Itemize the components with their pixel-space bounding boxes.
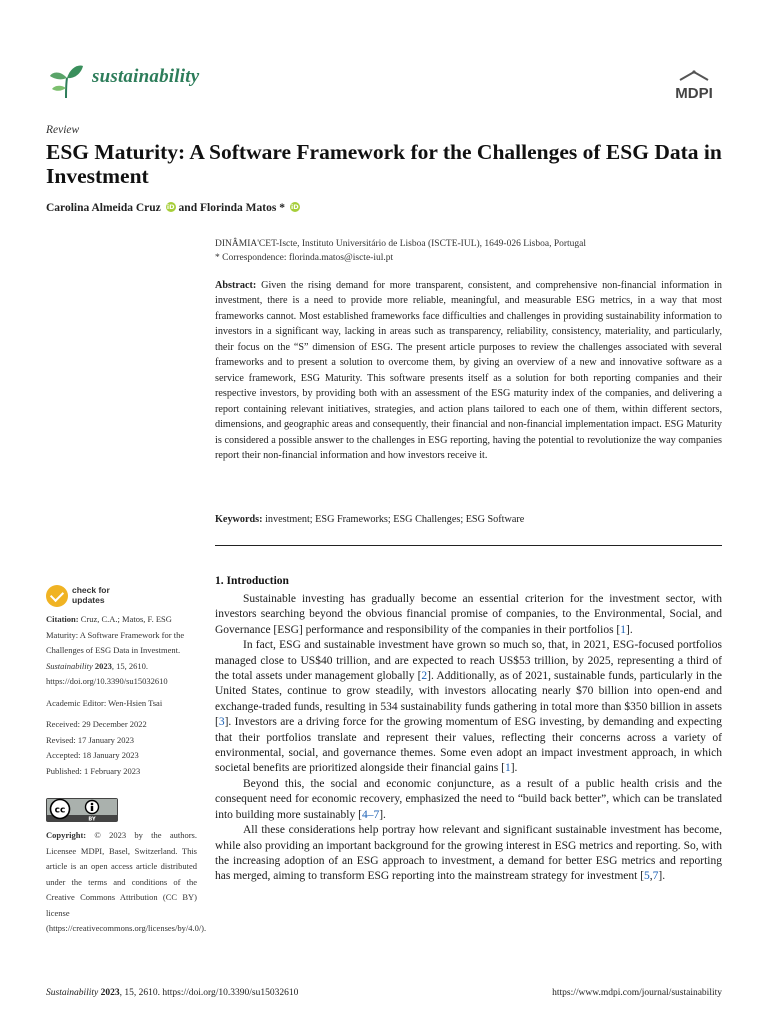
corresponding-mark: *: [279, 202, 285, 214]
date-revised: Revised: 17 January 2023: [46, 734, 135, 745]
reference-link[interactable]: 4–7: [361, 808, 380, 821]
academic-editor: Academic Editor: Wen-Hsien Tsai: [46, 697, 163, 708]
abstract-label: Abstract:: [215, 280, 257, 291]
author-conjunction: and: [178, 202, 200, 214]
footer-citation: Sustainability 2023, 15, 2610. https://doi.org/10.3390/su15032610: [46, 988, 299, 998]
reference-link[interactable]: 3: [218, 716, 225, 729]
paragraph: Sustainable investing has gradually become an essential criterion for the investment sector, with investors searching beyond the obvious financial promise of companies, to the Environmental, Social, and Governance [ESG] performance and responsibility of the companies in their portfolios [1].: [215, 593, 722, 636]
date-accepted: Accepted: 18 January 2023: [46, 750, 139, 760]
footer-journal-url[interactable]: https://www.mdpi.com/journal/sustainability: [552, 988, 722, 998]
svg-text:MDPI: MDPI: [675, 85, 713, 102]
paragraph: In fact, ESG and sustainable investment have grown so much so, that, in 2021, ESG-focused portfolios managed close to US$40 trillion, and are expected to reach US$53 trillion, by 2025, representing a third of the total assets under management globally [2]. Additionally, as of 2021, sustainable funds, particularly in the United States, continue to grow steadily, with investors allocating nearly $70 billion into open-end and exchange-traded funds, resulting in 534 sustainability funds gathering in total more than $350 billion in assets [3]. Investors are a driving force for the growing momentum of ESG investing, by demanding and expecting that their portfolios translate and represent their values, reflecting their concerns across a variety of environmental, social, and governance themes. Some even adopt an impact investment approach, in which societal benefits are prioritized alongside their financial gains [1].: [215, 639, 722, 775]
check-updates-label: check for updates: [72, 585, 110, 605]
affiliation-block: [215, 237, 725, 265]
keywords-label: Keywords:: [215, 514, 263, 525]
keywords-text: investment; ESG Frameworks; ESG Challenges; ESG Software: [262, 514, 525, 525]
article-type: Review: [46, 124, 80, 136]
keywords: [215, 514, 722, 525]
citation: Citation: Cruz, C.A.; Matos, F. ESG Maturity: A Software Framework for the Challenges of ESG Data in Investment. Sustainability 2023, 15, 2610. https://doi.org/10.3390/su15032610: [46, 614, 185, 686]
introduction-section: [215, 575, 722, 885]
copyright-notice: Copyright: © 2023 by the authors. Licensee MDPI, Basel, Switzerland. This article is an open access article distributed under the terms and conditions of the Creative Commons Attribution (CC BY) license (https://creativecommons.org/licenses/by/4.0/).: [46, 830, 207, 933]
svg-text:cc: cc: [54, 805, 66, 816]
sustainability-leaf-icon: [46, 60, 86, 100]
orcid-icon[interactable]: iD: [166, 203, 175, 211]
section-heading: 1. Introduction: [215, 575, 289, 587]
reference-link[interactable]: 7: [652, 870, 659, 883]
section-divider: [215, 545, 722, 546]
orcid-icon[interactable]: iD: [291, 203, 299, 211]
check-for-updates-button[interactable]: [46, 585, 136, 607]
sidebar-info: [46, 612, 201, 779]
paragraph: All these considerations help portray how relevant and significant sustainable investment has become, while also providing an important background for the growing interest in ESG metrics and reporting. So, with the increasing adoption of an ESG approach to investment, a demand for better ESG metrics and reporting has merged, aiming to transform ESG reporting into the mainstream strategy for investment [5,7].: [215, 824, 722, 883]
author-name[interactable]: Florinda Matos: [199, 202, 277, 214]
paragraph: Beyond this, the social and economic conjuncture, as a result of a public health crisis and the consequent need for economic recovery, emphasized the need to “build back better”, which can be translated into building more sustainably [4–7].: [215, 777, 722, 821]
paper-title: ESG Maturity: A Software Framework for the Challenges of ESG Data in Investment: [46, 140, 722, 188]
affiliation-institute: DINÂMIA'CET-Iscte, Instituto Universitário de Lisboa (ISCTE-IUL), 1649-026 Lisboa, Portugal: [215, 239, 587, 249]
check-icon: [46, 585, 68, 607]
abstract: [215, 278, 722, 463]
journal-name[interactable]: sustainability: [92, 66, 200, 87]
reference-link[interactable]: 1: [620, 623, 627, 636]
mdpi-logo[interactable]: [666, 68, 722, 104]
date-published: Published: 1 February 2023: [46, 765, 141, 776]
author-name[interactable]: Carolina Almeida Cruz: [46, 202, 161, 214]
correspondence: * Correspondence: florinda.matos@iscte-iul.pt: [215, 253, 394, 263]
abstract-text: Given the rising demand for more transparent, consistent, and comprehensive non-financial information in investment, there is a need to provide more reliable, meaningful, and measurable ESG metrics, in a way that most frameworks cannot. Most established frameworks face difficulties and challenges in providing sustainability information to investors in a significant way, lacking in areas such as transparency, reliability, consistency, materiality, and particularly, their focus on the “S” dimension of ESG. The present article purposes to review the challenges associated with several frameworks and to present a solution to overcome them, by giving an overview of a new and innovative software as a service framework, ESG Maturity. This software presents itself as a solution for both reporting companies and their respective investors, by providing both with an assessment of the ESG maturity index of the companies, and delivering a report containing relevant initiatives, strategies, and action plans tailored to each one of them, within different sectors, dimensions, and geographic areas and consequently, their financial and non-financial implementation impact. ESG Maturity is considered a possible answer to the challenges in ESG reporting, having the potential to revolutionize the way companies report their non-financial information and how investors receive it.: [215, 280, 722, 461]
reference-link[interactable]: 1: [504, 762, 511, 775]
reference-link[interactable]: 2: [421, 670, 428, 683]
cc-by-license-icon[interactable]: [46, 798, 118, 822]
author-list: [46, 202, 300, 214]
svg-text:BY: BY: [88, 816, 96, 822]
reference-link[interactable]: 5: [644, 870, 650, 883]
date-received: Received: 29 December 2022: [46, 719, 147, 729]
